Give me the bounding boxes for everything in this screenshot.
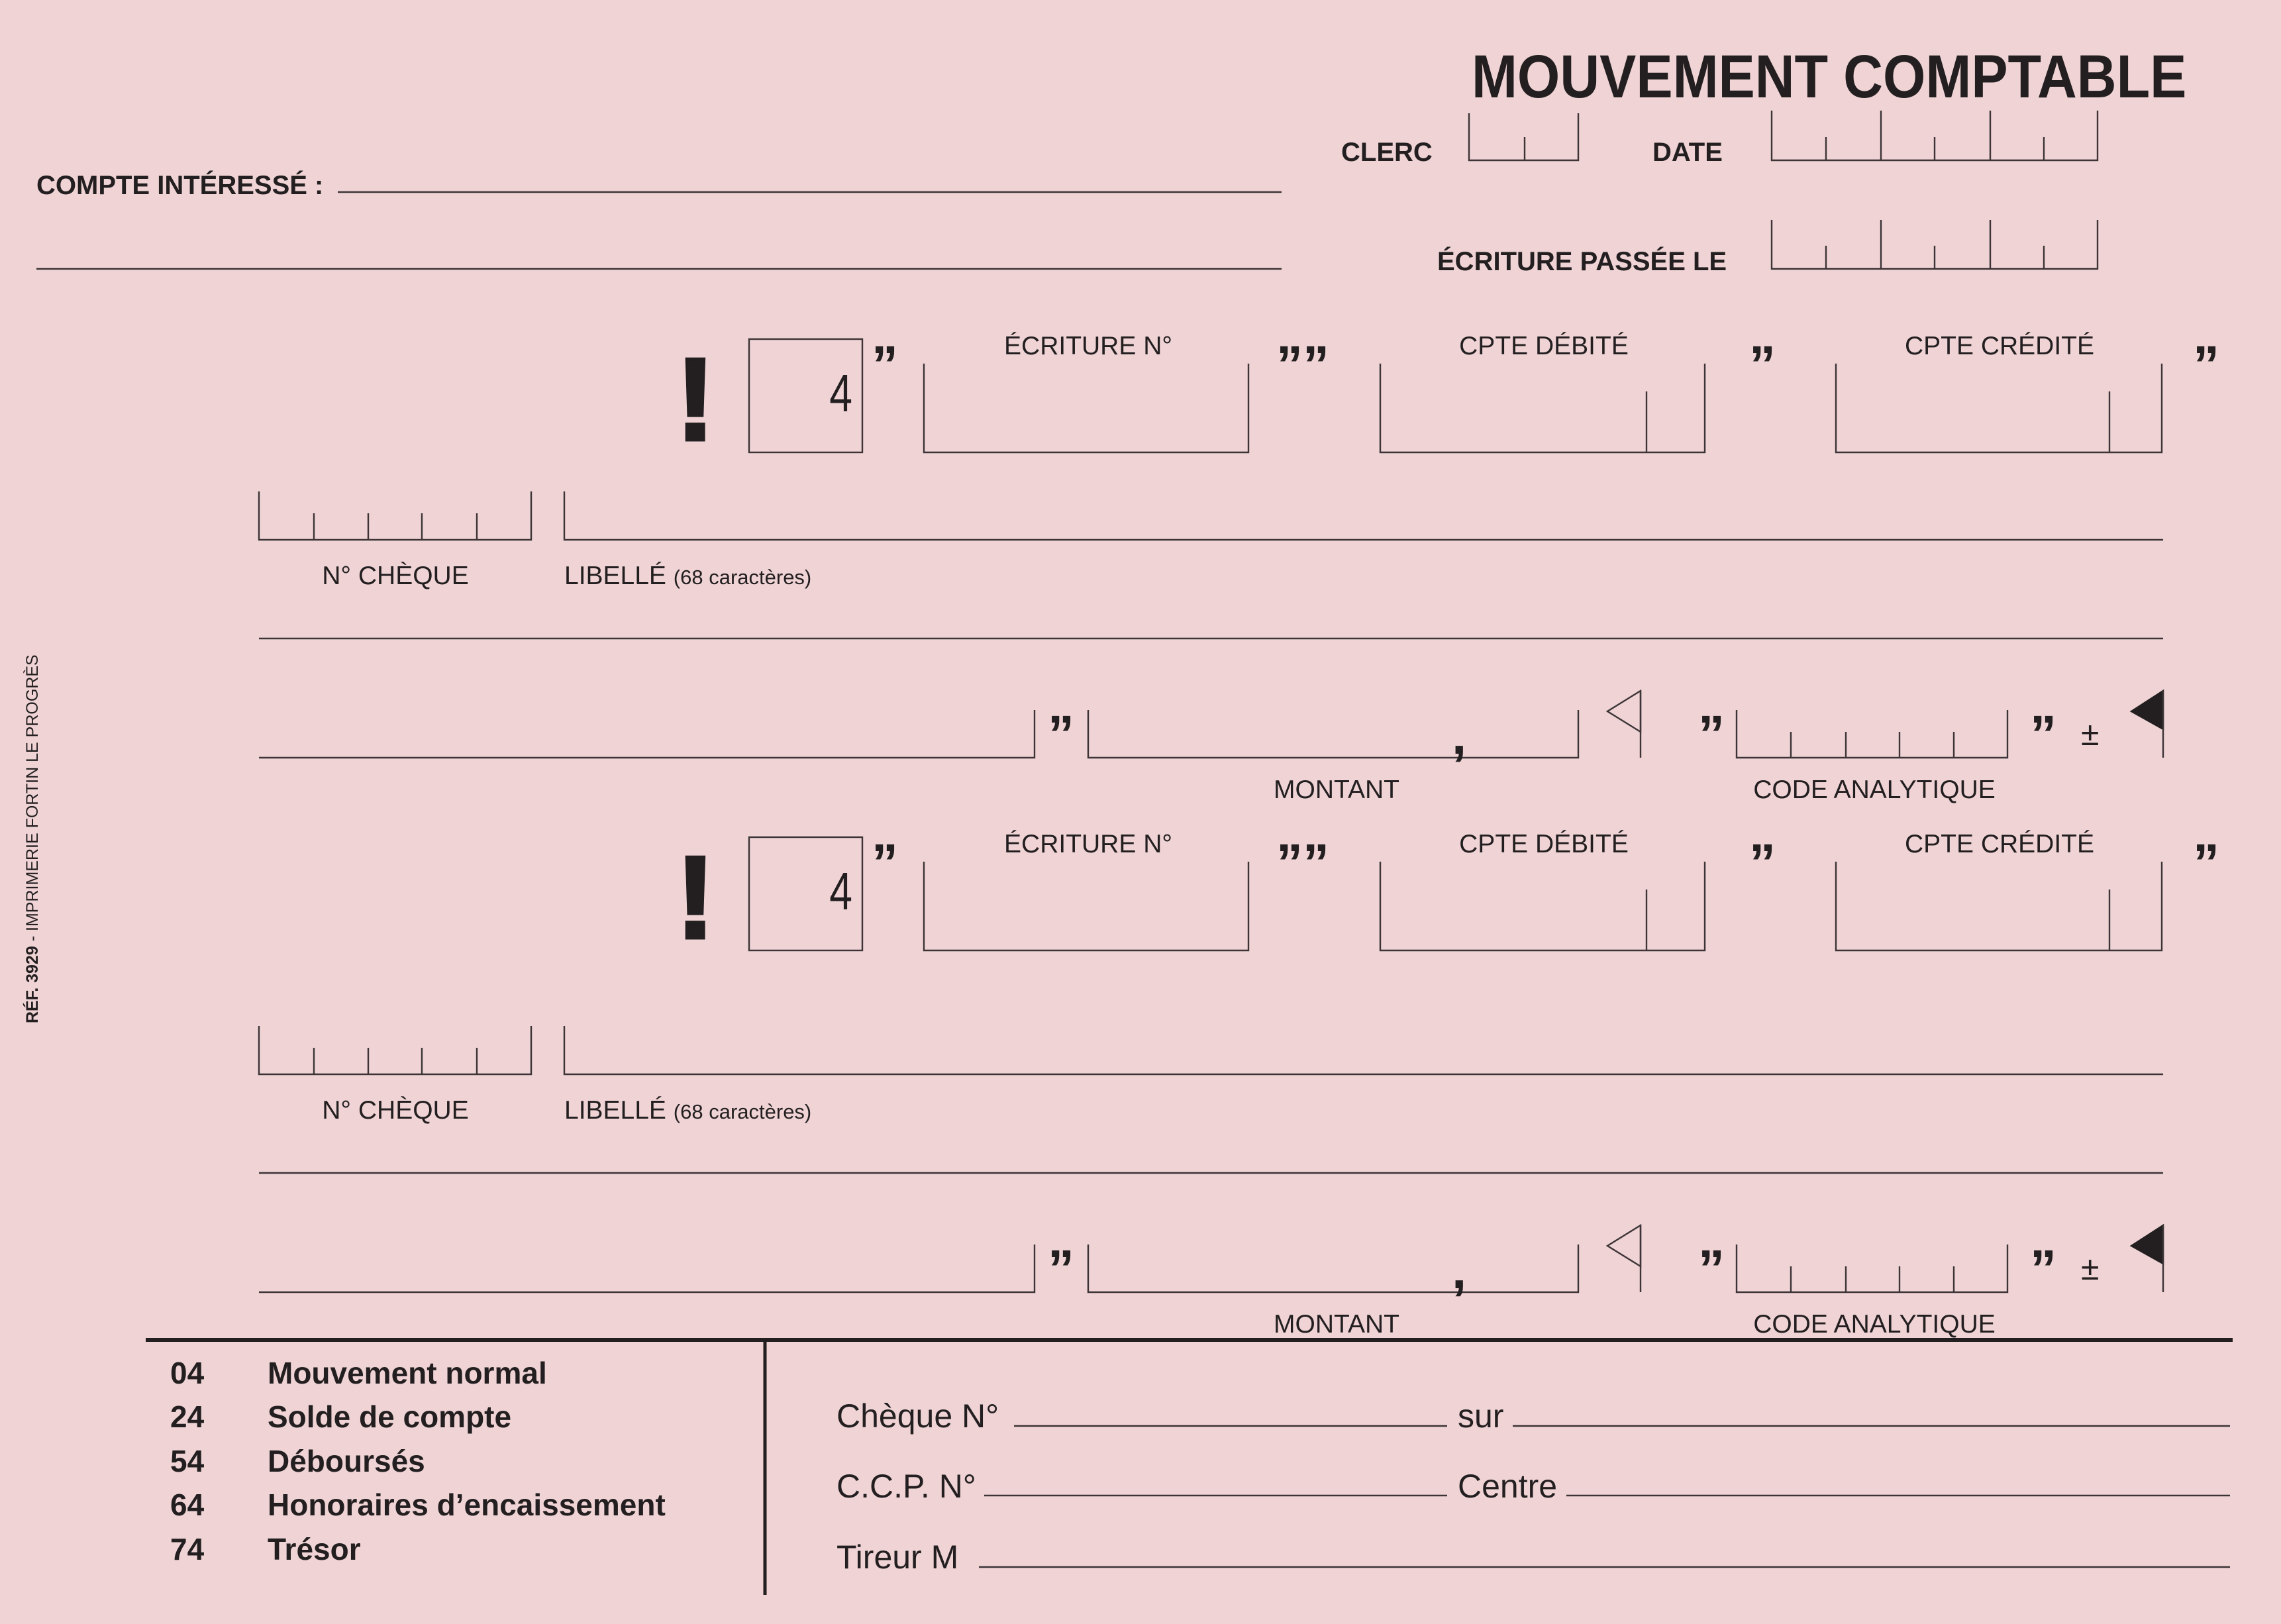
- entry-mark: !: [676, 832, 715, 963]
- field-separator-mark: ”: [2030, 705, 2056, 764]
- field-separator-mark: ”: [2030, 1239, 2056, 1298]
- operation-code-row: [170, 1395, 666, 1439]
- entry-code-value: 4: [829, 364, 852, 423]
- ecriture-number-label: ÉCRITURE N°: [1004, 332, 1172, 360]
- montant-field[interactable]: [1088, 1244, 1578, 1292]
- operation-code: 24: [170, 1399, 205, 1435]
- cpte-credite-label: CPTE CRÉDITÉ: [1904, 332, 2095, 360]
- libelle-line-3[interactable]: [259, 1244, 1035, 1292]
- operation-code-row: [170, 1483, 666, 1527]
- form-title: MOUVEMENT COMPTABLE: [1471, 43, 2186, 111]
- montant-field[interactable]: [1088, 710, 1578, 758]
- operation-code-label: Trésor: [268, 1531, 361, 1566]
- entry-mark: !: [676, 334, 715, 465]
- sign-label: ±: [2081, 1250, 2100, 1287]
- libelle-label: LIBELLÉ: [564, 562, 666, 590]
- libelle-field[interactable]: [564, 491, 2163, 540]
- sign-flag-icon: [2131, 691, 2163, 729]
- operation-codes-list: [170, 1351, 666, 1571]
- field-separator-mark: ”: [872, 335, 898, 394]
- field-separator-mark: ”: [2193, 335, 2219, 394]
- cheque-number-field[interactable]: [259, 1026, 531, 1074]
- operation-code-label: Solde de compte: [268, 1399, 512, 1435]
- cheque-number-label: N° CHÈQUE: [322, 562, 469, 590]
- side-reference: [23, 654, 42, 1023]
- sign-label: ±: [2081, 715, 2100, 752]
- libelle-caption: [564, 1097, 811, 1123]
- cpte-debite-label: CPTE DÉBITÉ: [1459, 332, 1629, 360]
- clerc-field[interactable]: [1469, 113, 1578, 160]
- printer-name: - IMPRIMERIE FORTIN LE PROGRÈS: [23, 654, 42, 942]
- code-analytique-field[interactable]: [1737, 710, 2007, 758]
- reference-number: RÉF. 3929: [23, 946, 42, 1023]
- tireur-label: Tireur M: [836, 1539, 959, 1576]
- field-separator-mark: ””: [1276, 833, 1329, 892]
- entry-code-value: 4: [829, 862, 852, 921]
- cpte-credite-field[interactable]: [1836, 364, 2162, 452]
- libelle-hint: (68 caractères): [673, 566, 812, 589]
- compte-interesse-label: COMPTE INTÉRESSÉ :: [36, 171, 324, 200]
- ecriture-passee-label: ÉCRITURE PASSÉE LE: [1437, 247, 1727, 276]
- operation-code: 04: [170, 1356, 205, 1390]
- date-label: DATE: [1652, 138, 1723, 167]
- debit-credit-marker-icon: [1607, 1225, 1641, 1266]
- ccp-number-label: C.C.P. N°: [836, 1468, 976, 1505]
- operation-code: 64: [170, 1488, 205, 1523]
- cpte-debite-field[interactable]: [1380, 364, 1705, 452]
- field-separator-mark: ”: [1698, 1239, 1725, 1298]
- cpte-credite-label: CPTE CRÉDITÉ: [1904, 830, 2095, 858]
- operation-code: 74: [170, 1531, 205, 1566]
- ecriture-number-label: ÉCRITURE N°: [1004, 830, 1172, 858]
- entry-2-lower-fields: [259, 1026, 2163, 1292]
- cheque-number-field[interactable]: [259, 491, 531, 540]
- ecriture-number-field[interactable]: [924, 364, 1248, 452]
- cheque-number-label: Chèque N°: [836, 1397, 999, 1435]
- date-field[interactable]: [1772, 111, 2098, 160]
- sign-flag-icon: [2131, 1225, 2163, 1264]
- cpte-debite-label: CPTE DÉBITÉ: [1459, 830, 1629, 858]
- cheque-number-label: N° CHÈQUE: [322, 1096, 469, 1125]
- montant-label: MONTANT: [1274, 1310, 1399, 1339]
- montant-decimal-separator: ,: [1452, 706, 1467, 765]
- ccp-centre-label: Centre: [1458, 1468, 1558, 1505]
- libelle-caption: [564, 563, 811, 589]
- libelle-field[interactable]: [564, 1026, 2163, 1074]
- operation-code: 54: [170, 1443, 205, 1478]
- operation-code-label: Déboursés: [268, 1443, 425, 1478]
- debit-credit-marker-icon: [1607, 691, 1641, 732]
- ecriture-number-field[interactable]: [924, 862, 1248, 950]
- cpte-credite-field[interactable]: [1836, 862, 2162, 950]
- clerc-label: CLERC: [1341, 138, 1433, 167]
- cpte-debite-field[interactable]: [1380, 862, 1705, 950]
- field-separator-mark: ””: [1276, 335, 1329, 394]
- cheque-bank-label: sur: [1458, 1397, 1504, 1435]
- montant-decimal-separator: ,: [1452, 1241, 1467, 1299]
- libelle-hint: (68 caractères): [673, 1100, 812, 1123]
- ecriture-passee-date-field[interactable]: [1772, 220, 2098, 269]
- code-analytique-field[interactable]: [1737, 1244, 2007, 1292]
- operation-code-label: Mouvement normal: [268, 1356, 547, 1390]
- libelle-label: LIBELLÉ: [564, 1096, 666, 1125]
- entry-1-lower-fields: [259, 491, 2163, 758]
- code-analytique-label: CODE ANALYTIQUE: [1753, 1310, 1996, 1339]
- field-separator-mark: ”: [2193, 833, 2219, 892]
- code-analytique-label: CODE ANALYTIQUE: [1753, 776, 1996, 804]
- operation-code-row: [170, 1439, 666, 1483]
- field-separator-mark: ”: [1698, 705, 1725, 764]
- field-separator-mark: ”: [1048, 705, 1074, 764]
- operation-code-label: Honoraires d’encaissement: [268, 1488, 666, 1523]
- operation-code-row: [170, 1351, 666, 1395]
- field-separator-mark: ”: [1749, 335, 1776, 394]
- montant-label: MONTANT: [1274, 776, 1399, 804]
- operation-code-row: [170, 1527, 666, 1571]
- field-separator-mark: ”: [872, 833, 898, 892]
- field-separator-mark: ”: [1048, 1239, 1074, 1298]
- field-separator-mark: ”: [1749, 833, 1776, 892]
- libelle-line-3[interactable]: [259, 710, 1035, 758]
